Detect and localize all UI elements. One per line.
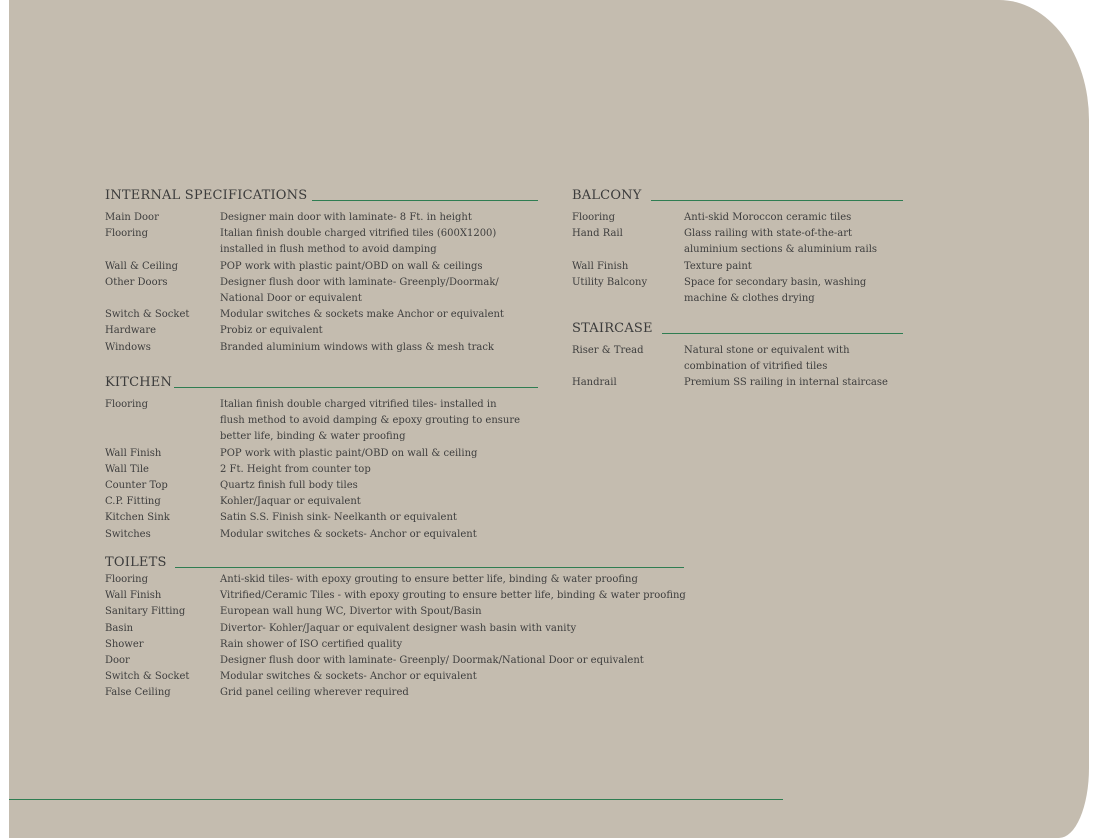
spec-label: Switches [105, 528, 151, 540]
spec-value: Kohler/Jaquar or equivalent [220, 496, 361, 508]
spec-row [105, 653, 705, 669]
spec-list [572, 343, 903, 392]
spec-row [105, 307, 525, 323]
spec-label: Wall Tile [105, 463, 149, 475]
spec-label: Switch & Socket [105, 309, 190, 321]
spec-row [105, 604, 705, 620]
spec-value: Designer main door with laminate- 8 Ft. in height [220, 212, 472, 223]
spec-value: Vitrified/Ceramic Tiles - with epoxy grouting to ensure better life, binding & water proofing [220, 590, 686, 602]
spec-value: Grid panel ceiling wherever required [220, 687, 409, 699]
spec-row [105, 637, 705, 653]
footer-rule [9, 799, 783, 800]
spec-label: Windows [105, 341, 151, 353]
spec-row [105, 226, 505, 258]
spec-label: Switch & Socket [105, 671, 190, 683]
spec-row [105, 340, 525, 356]
spec-value: Modular switches & sockets make Anchor or equivalent [220, 309, 504, 321]
heading-rule [175, 567, 684, 568]
spec-label: Wall Finish [572, 260, 629, 272]
heading-rule [662, 333, 903, 334]
spec-value: Designer flush door with laminate- Greenply/Doormak/ National Door or equivalent [220, 276, 499, 305]
section-title: BALCONY [572, 188, 642, 203]
spec-list [572, 210, 903, 307]
spec-value: Natural stone or equivalent with combination of vitrified tiles [684, 345, 850, 373]
spec-value: POP work with plastic paint/OBD on wall & ceilings [220, 260, 483, 272]
spec-value: Branded aluminium windows with glass & mesh track [220, 341, 494, 353]
spec-value: Italian finish double charged vitrified tiles (600X1200) installed in flush method to avoid damping [220, 228, 497, 256]
section-title: INTERNAL SPECIFICATIONS [105, 188, 308, 203]
spec-label: Door [105, 655, 130, 667]
spec-label: Basin [105, 622, 134, 634]
spec-row [105, 621, 705, 637]
spec-value: Texture paint [684, 260, 752, 272]
spec-list [105, 210, 538, 356]
balcony-section [572, 188, 903, 307]
spec-value: Anti-skid Moroccon ceramic tiles [684, 212, 852, 223]
spec-label: Counter Top [105, 480, 168, 492]
spec-label: Hand Rail [572, 228, 623, 240]
spec-label: Wall & Ceiling [105, 260, 179, 272]
spec-value: Anti-skid tiles- with epoxy grouting to ensure better life, binding & water proofing [220, 574, 638, 585]
spec-row [105, 685, 705, 701]
spec-label: Handrail [572, 377, 617, 389]
kitchen-section [105, 375, 538, 543]
spec-row [572, 275, 882, 307]
spec-value: Probiz or equivalent [220, 325, 323, 337]
section-heading [105, 555, 684, 571]
spec-label: C.P. Fitting [105, 496, 161, 508]
section-heading [105, 188, 538, 204]
spec-label: Flooring [105, 399, 148, 410]
spec-label: Flooring [105, 228, 148, 240]
spec-row [572, 259, 892, 275]
spec-label: False Ceiling [105, 687, 171, 699]
spec-label: Sanitary Fitting [105, 606, 186, 618]
spec-row [105, 669, 705, 685]
spec-value: Rain shower of ISO certified quality [220, 638, 403, 650]
spec-label: Riser & Tread [572, 345, 644, 356]
spec-row [105, 397, 523, 446]
spec-row [105, 588, 705, 604]
spec-row [105, 210, 505, 226]
spec-list [105, 572, 684, 702]
spec-value: Quartz finish full body tiles [220, 480, 358, 492]
heading-rule [651, 200, 903, 201]
spec-value: Divertor- Kohler/Jaquar or equivalent designer wash basin with vanity [220, 622, 577, 634]
spec-label: Wall Finish [105, 590, 162, 602]
spec-list [105, 397, 538, 543]
section-title: STAIRCASE [572, 321, 653, 336]
spec-label: Other Doors [105, 276, 168, 288]
internal-specifications-section [105, 188, 538, 356]
spec-value: Italian finish double charged vitrified tiles- installed in flush method to avoid damping & epoxy grouting to ensure better life, binding & water proofing [220, 399, 521, 443]
section-heading [105, 375, 538, 391]
toilets-section [105, 555, 684, 702]
spec-label: Shower [105, 638, 144, 650]
spec-row [572, 226, 892, 258]
spec-row [105, 462, 523, 478]
spec-row [105, 446, 523, 462]
spec-row [572, 375, 902, 391]
section-heading [572, 321, 903, 337]
spec-row [572, 343, 872, 375]
spec-row [572, 210, 892, 226]
spec-label: Utility Balcony [572, 276, 648, 288]
section-title: TOILETS [105, 555, 167, 570]
spec-label: Hardware [105, 325, 157, 337]
spec-label: Flooring [105, 574, 148, 585]
spec-value: Modular switches & sockets- Anchor or equivalent [220, 528, 477, 540]
spec-value: Glass railing with state-of-the-art aluminium sections & aluminium rails [684, 228, 878, 256]
section-title: KITCHEN [105, 375, 173, 390]
spec-value: Premium SS railing in internal staircase [684, 377, 888, 389]
spec-value: Modular switches & sockets- Anchor or equivalent [220, 671, 477, 683]
spec-value: Satin S.S. Finish sink- Neelkanth or equivalent [220, 512, 457, 524]
spec-row [105, 510, 523, 526]
spec-row [105, 478, 523, 494]
spec-label: Main Door [105, 212, 159, 223]
spec-label: Flooring [572, 212, 615, 223]
staircase-section [572, 321, 903, 392]
heading-rule [312, 200, 538, 201]
spec-label: Wall Finish [105, 447, 162, 459]
spec-row [105, 572, 705, 588]
spec-value: 2 Ft. Height from counter top [220, 463, 371, 475]
spec-page [9, 0, 1089, 838]
section-heading [572, 188, 903, 204]
spec-row [105, 527, 523, 543]
spec-row [105, 259, 505, 275]
spec-value: Designer flush door with laminate- Greenply/ Doormak/National Door or equivalent [220, 655, 644, 667]
spec-row [105, 494, 523, 510]
heading-rule [174, 387, 538, 388]
spec-row [105, 323, 525, 339]
spec-value: Space for secondary basin, washing machine & clothes drying [684, 276, 867, 305]
spec-value: POP work with plastic paint/OBD on wall & ceiling [220, 447, 478, 459]
spec-value: European wall hung WC, Divertor with Spout/Basin [220, 606, 482, 618]
spec-label: Kitchen Sink [105, 512, 170, 524]
spec-row [105, 275, 505, 307]
